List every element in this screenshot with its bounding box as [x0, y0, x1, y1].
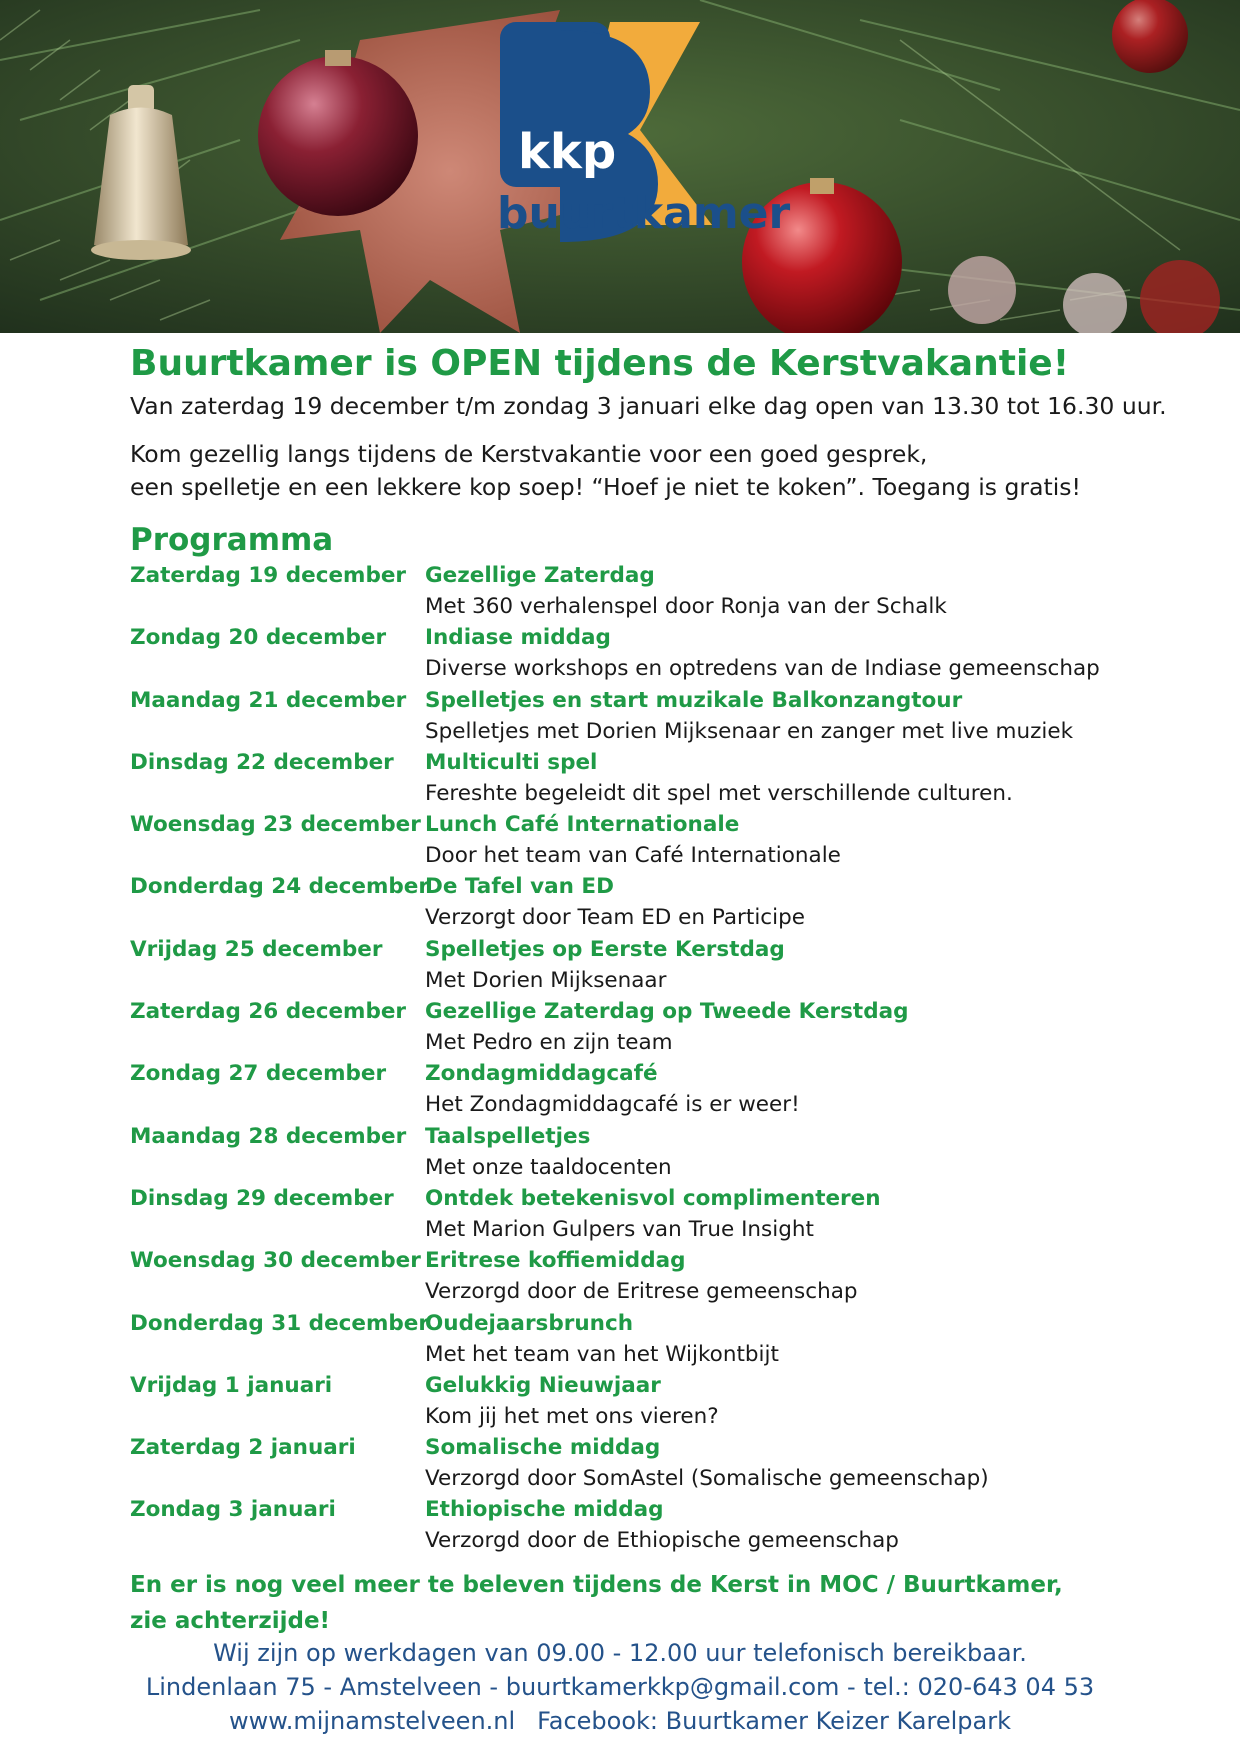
opening-hours: Van zaterdag 19 december t/m zondag 3 januari elke dag open van 13.30 tot 16.30 uur.: [130, 392, 1167, 420]
schedule-day: Zondag 20 december: [130, 625, 387, 651]
schedule-day: Woensdag 30 december: [130, 1248, 421, 1274]
closing-line: zie achterzijde!: [130, 1607, 331, 1634]
schedule-event: Gezellige Zaterdag op Tweede Kerstdag: [425, 999, 909, 1025]
page-title: Buurtkamer is OPEN tijdens de Kerstvakantie!: [130, 343, 1070, 384]
schedule-day: Donderdag 31 december: [130, 1310, 429, 1336]
schedule-event: Indiase middag: [425, 625, 611, 651]
schedule-event: Taalspelletjes: [425, 1123, 591, 1149]
flyer-content: [130, 338, 1170, 1639]
invitation-text: [130, 438, 1170, 504]
schedule-description: Verzorgd door de Ethiopische gemeenschap: [425, 1528, 899, 1554]
closing-line: En er is nog veel meer te beleven tijdens de Kerst in MOC / Buurtkamer,: [130, 1571, 1063, 1598]
schedule-description: Met 360 verhalenspel door Ronja van der Schalk: [425, 594, 947, 619]
invitation-line: een spelletje en een lekkere kop soep! “Hoef je niet te koken”. Toegang is gratis!: [130, 473, 1081, 501]
schedule-day: Zaterdag 19 december: [130, 563, 407, 588]
schedule-description: Door het team van Café Internationale: [425, 843, 841, 869]
schedule-description: Verzorgd door de Eritrese gemeenschap: [425, 1279, 858, 1305]
logo-initials: kkp: [518, 124, 617, 180]
schedule-description: Diverse workshops en optredens van de Indiase gemeenschap: [425, 656, 1100, 682]
schedule-row: [130, 1245, 1170, 1307]
schedule-description: Het Zondagmiddagcafé is er weer!: [425, 1092, 800, 1118]
schedule-day: Zondag 27 december: [130, 1061, 387, 1087]
schedule-row: [130, 996, 1170, 1058]
schedule-description: Verzorgt door Team ED en Participe: [425, 905, 805, 931]
schedule-day: Maandag 21 december: [130, 687, 407, 713]
closing-note: [130, 1567, 1170, 1639]
schedule-event: Ontdek betekenisvol complimenteren: [425, 1185, 881, 1211]
schedule-event: Somalische middag: [425, 1435, 661, 1461]
address-line: Lindenlaan 75 - Amstelveen - buurtkamerkkp@gmail.com - tel.: 020-643 04 53: [145, 1673, 1095, 1701]
schedule-event: Ethiopische middag: [425, 1497, 664, 1523]
schedule-row: [130, 1308, 1170, 1370]
schedule-event: Multiculti spel: [425, 749, 598, 775]
schedule-description: Kom jij het met ons vieren?: [425, 1403, 719, 1429]
facebook-link[interactable]: Facebook: Buurtkamer Keizer Karelpark: [537, 1707, 1011, 1735]
schedule-row: [130, 685, 1170, 747]
schedule-row: [130, 809, 1170, 871]
schedule-row: [130, 1058, 1170, 1120]
schedule-row: [130, 1183, 1170, 1245]
schedule-day: Vrijdag 25 december: [130, 936, 383, 962]
website-link[interactable]: www.mijnamstelveen.nl: [229, 1707, 516, 1735]
schedule-day: Zondag 3 januari: [130, 1497, 336, 1523]
schedule-row: [130, 1432, 1170, 1494]
invitation-line: Kom gezellig langs tijdens de Kerstvakantie voor een goed gesprek,: [130, 440, 928, 468]
schedule-row: [130, 560, 1170, 622]
schedule-day: Maandag 28 december: [130, 1123, 407, 1149]
schedule-row: [130, 871, 1170, 933]
schedule-day: Dinsdag 29 december: [130, 1185, 394, 1211]
schedule-description: Met onze taaldocenten: [425, 1154, 672, 1180]
schedule-event: Zondagmiddagcafé: [425, 1061, 658, 1087]
schedule-event: Eritrese koffiemiddag: [425, 1248, 686, 1274]
schedule-event: Spelletjes op Eerste Kerstdag: [425, 936, 785, 962]
schedule-event: Lunch Café Internationale: [425, 812, 740, 838]
schedule-row: [130, 622, 1170, 684]
schedule-description: Fereshte begeleidt dit spel met verschillende culturen.: [425, 780, 1013, 806]
schedule-row: [130, 747, 1170, 809]
schedule-description: Met Pedro en zijn team: [425, 1030, 673, 1056]
schedule-event: Spelletjes en start muzikale Balkonzangtour: [425, 687, 963, 713]
schedule-day: Donderdag 24 december: [130, 874, 429, 900]
christmas-tree-illustration: [0, 0, 1240, 333]
schedule-day: Zaterdag 26 december: [130, 999, 407, 1025]
schedule-description: Met Marion Gulpers van True Insight: [425, 1216, 814, 1242]
schedule-description: Verzorgd door SomAstel (Somalische gemeenschap): [425, 1466, 989, 1492]
schedule-day: Zaterdag 2 januari: [130, 1435, 356, 1461]
schedule-event: Gezellige Zaterdag: [425, 563, 655, 588]
contact-footer: [0, 1636, 1240, 1738]
logo-wordmark: buurtkamer: [497, 188, 791, 239]
web-links: [0, 1704, 1240, 1738]
header-image: [0, 0, 1240, 333]
schedule-row: [130, 934, 1170, 996]
schedule-row: [130, 1121, 1170, 1183]
programma-schedule: [130, 560, 1170, 1557]
schedule-event: De Tafel van ED: [425, 874, 614, 900]
schedule-event: Gelukkig Nieuwjaar: [425, 1372, 661, 1398]
schedule-row: [130, 1370, 1170, 1432]
phone-hours: Wij zijn op werkdagen van 09.00 - 12.00 uur telefonisch bereikbaar.: [213, 1639, 1027, 1667]
schedule-description: Spelletjes met Dorien Mijksenaar en zanger met live muziek: [425, 718, 1074, 744]
schedule-description: Met het team van het Wijkontbijt: [425, 1341, 779, 1367]
programma-heading: Programma: [130, 522, 334, 558]
schedule-day: Woensdag 23 december: [130, 812, 421, 838]
schedule-event: Oudejaarsbrunch: [425, 1310, 633, 1336]
schedule-day: Vrijdag 1 januari: [130, 1372, 333, 1398]
schedule-row: [130, 1494, 1170, 1556]
schedule-description: Met Dorien Mijksenaar: [425, 967, 667, 993]
schedule-day: Dinsdag 22 december: [130, 749, 394, 775]
